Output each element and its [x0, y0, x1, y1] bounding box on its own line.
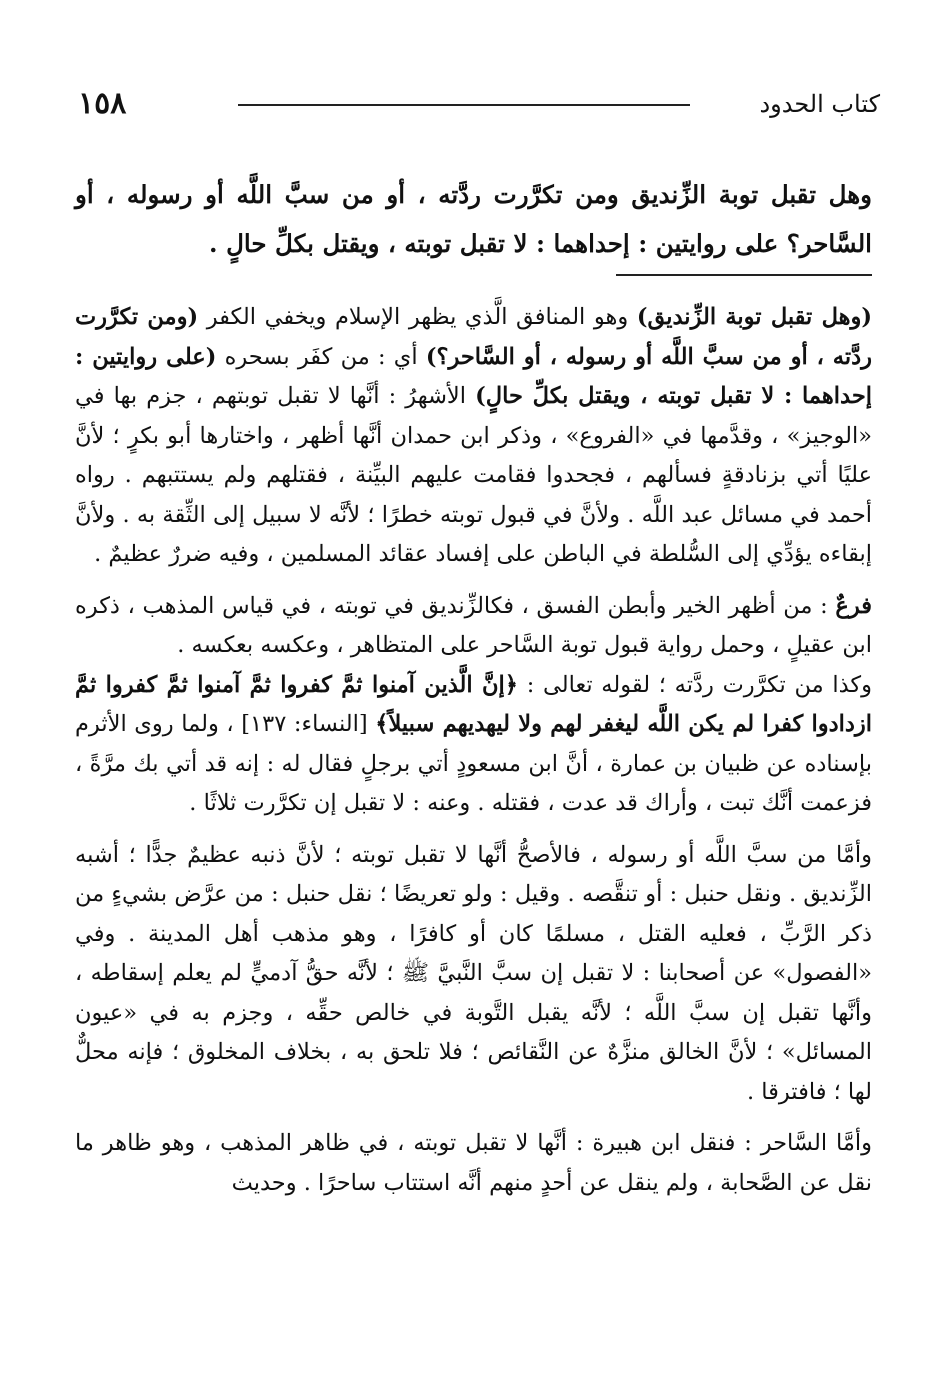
page-number: ١٥٨: [78, 86, 127, 121]
commentary: [75, 294, 872, 1215]
quran-verse: ﴿إنَّ الَّذين آمنوا ثمَّ كفروا ثمَّ آمنوا ثمَّ كفروا ثمَّ ازدادوا كفرا لم يكن اللَّه ليغفر لهم ولا ليهديهم سبيلاً﴾: [75, 671, 872, 737]
commentary-text: الأشهرُ : أنَّها لا تقبل توبتهم ، جزم بها في «الوجيز» ، وقدَّمها في «الفروع» ، وذكر ابن حمدان أنَّها أظهر ، واختارها أبو بكرٍ ؛ لأنَّ عليًا أتي بزنادقةٍ فسألهم ، فجحدوا فقامت عليهم البيِّنة ، فقتلهم ولم يستتبهم . رواه أحمد في مسائل عبد اللَّه . ولأنَّ في قبول توبته خطرًا ؛ لأنَّه لا سبيل إلى الثِّقة به . ولأنَّ إبقاءه يؤدِّي إلى السُّلطة في الباطن على إفساد عقائد المسلمين ، وفيه ضررٌ عظيمٌ .: [75, 383, 872, 567]
far-label: فرعٌ: [835, 592, 872, 619]
footnote-separator: [616, 274, 872, 276]
commentary-paragraph-1: [75, 298, 872, 575]
commentary-text: : من أظهر الخير وأبطن الفسق ، فكالزِّنديق في توبته ، في قياس المذهب ، ذكره ابن عقيلٍ ، وحمل رواية قبول توبة السَّاحر على المتظاهر ، وعكسه بعكسه .: [75, 592, 872, 658]
commentary-paragraph-4: وأمَّا السَّاحر : فنقل ابن هبيرة : أنَّها لا تقبل توبته ، في ظاهر المذهب ، وهو ظاهر ما نقل عن الصَّحابة ، ولم ينقل عن أحدٍ منهم أنَّه استتاب ساحرًا . وحديث: [75, 1130, 872, 1196]
commentary-paragraph-3: وأمَّا من سبَّ اللَّه أو رسوله ، فالأصحُّ أنَّها لا تقبل توبته ؛ لأنَّ ذنبه عظيمٌ جدًّا ؛ أشبه الزِّنديق . ونقل حنبل : أو تنقَّصه . وقيل : ولو تعريضًا ؛ نقل حنبل : من عرَّض بشيءٍ من ذكر الرَّبِّ ، فعليه القتل ، مسلمًا كان أو كافرًا ، وهو مذهب أهل المدينة . وفي «الفصول» عن أصحابنا : لا تقبل إن سبَّ النَّبيَّ ﷺ ؛ لأنَّه حقُّ آدميٍّ لم يعلم إسقاطه ، وأنَّها تقبل إن سبَّ اللَّه ؛ لأنَّه يقبل التَّوبة في خالص حقِّه ، وجزم به في «عيون المسائل» ؛ لأنَّ الخالق منزَّهٌ عن النَّقائص ؛ فلا تلحق به ، بخلاف المخلوق ؛ فإنه محلٌّ لها ؛ فافترقا .: [75, 841, 872, 1105]
commentary-text: وكذا من تكرَّرت ردَّته ؛ لقوله تعالى :: [517, 671, 872, 698]
quoted-matn: (على روايتين : إحداهما : لا تقبل توبته ، ويقتل بكلِّ حالٍ): [75, 343, 872, 409]
commentary-text: أي : من كفَر بسحره: [216, 343, 426, 370]
running-title: كتاب الحدود: [759, 90, 880, 118]
header-rule: [238, 104, 690, 106]
page-header: [78, 84, 880, 124]
quoted-matn: (وهل تقبل توبة الزِّنديق): [636, 304, 872, 330]
commentary-paragraph-2: [75, 587, 872, 824]
quoted-matn: (ومن تكرَّرت ردَّته ، أو من سبَّ اللَّه أو رسوله ، أو السَّاحر؟): [75, 304, 872, 370]
commentary-text: وهو المنافق الَّذي يظهر الإسلام ويخفي الكفر: [198, 304, 637, 330]
commentary-text: [النساء: ١٣٧] ، ولما روى الأثرم بإسناده عن ظبيان بن عمارة ، أنَّ ابن مسعودٍ أتي برجلٍ فقال له : إنه قد أتي بك مرَّةً ، فزعمت أنَّك تبت ، وأراك قد عدت ، فقتله . وعنه : لا تقبل إن تكرَّرت ثلاثًا .: [75, 711, 872, 816]
matn-text: وهل تقبل توبة الزِّنديق ومن تكرَّرت ردَّته ، أو من سبَّ اللَّه أو رسوله ، أو السَّاحر؟ على روايتين : إحداهما : لا تقبل توبته ، ويقتل بكلِّ حالٍ .: [75, 180, 872, 258]
